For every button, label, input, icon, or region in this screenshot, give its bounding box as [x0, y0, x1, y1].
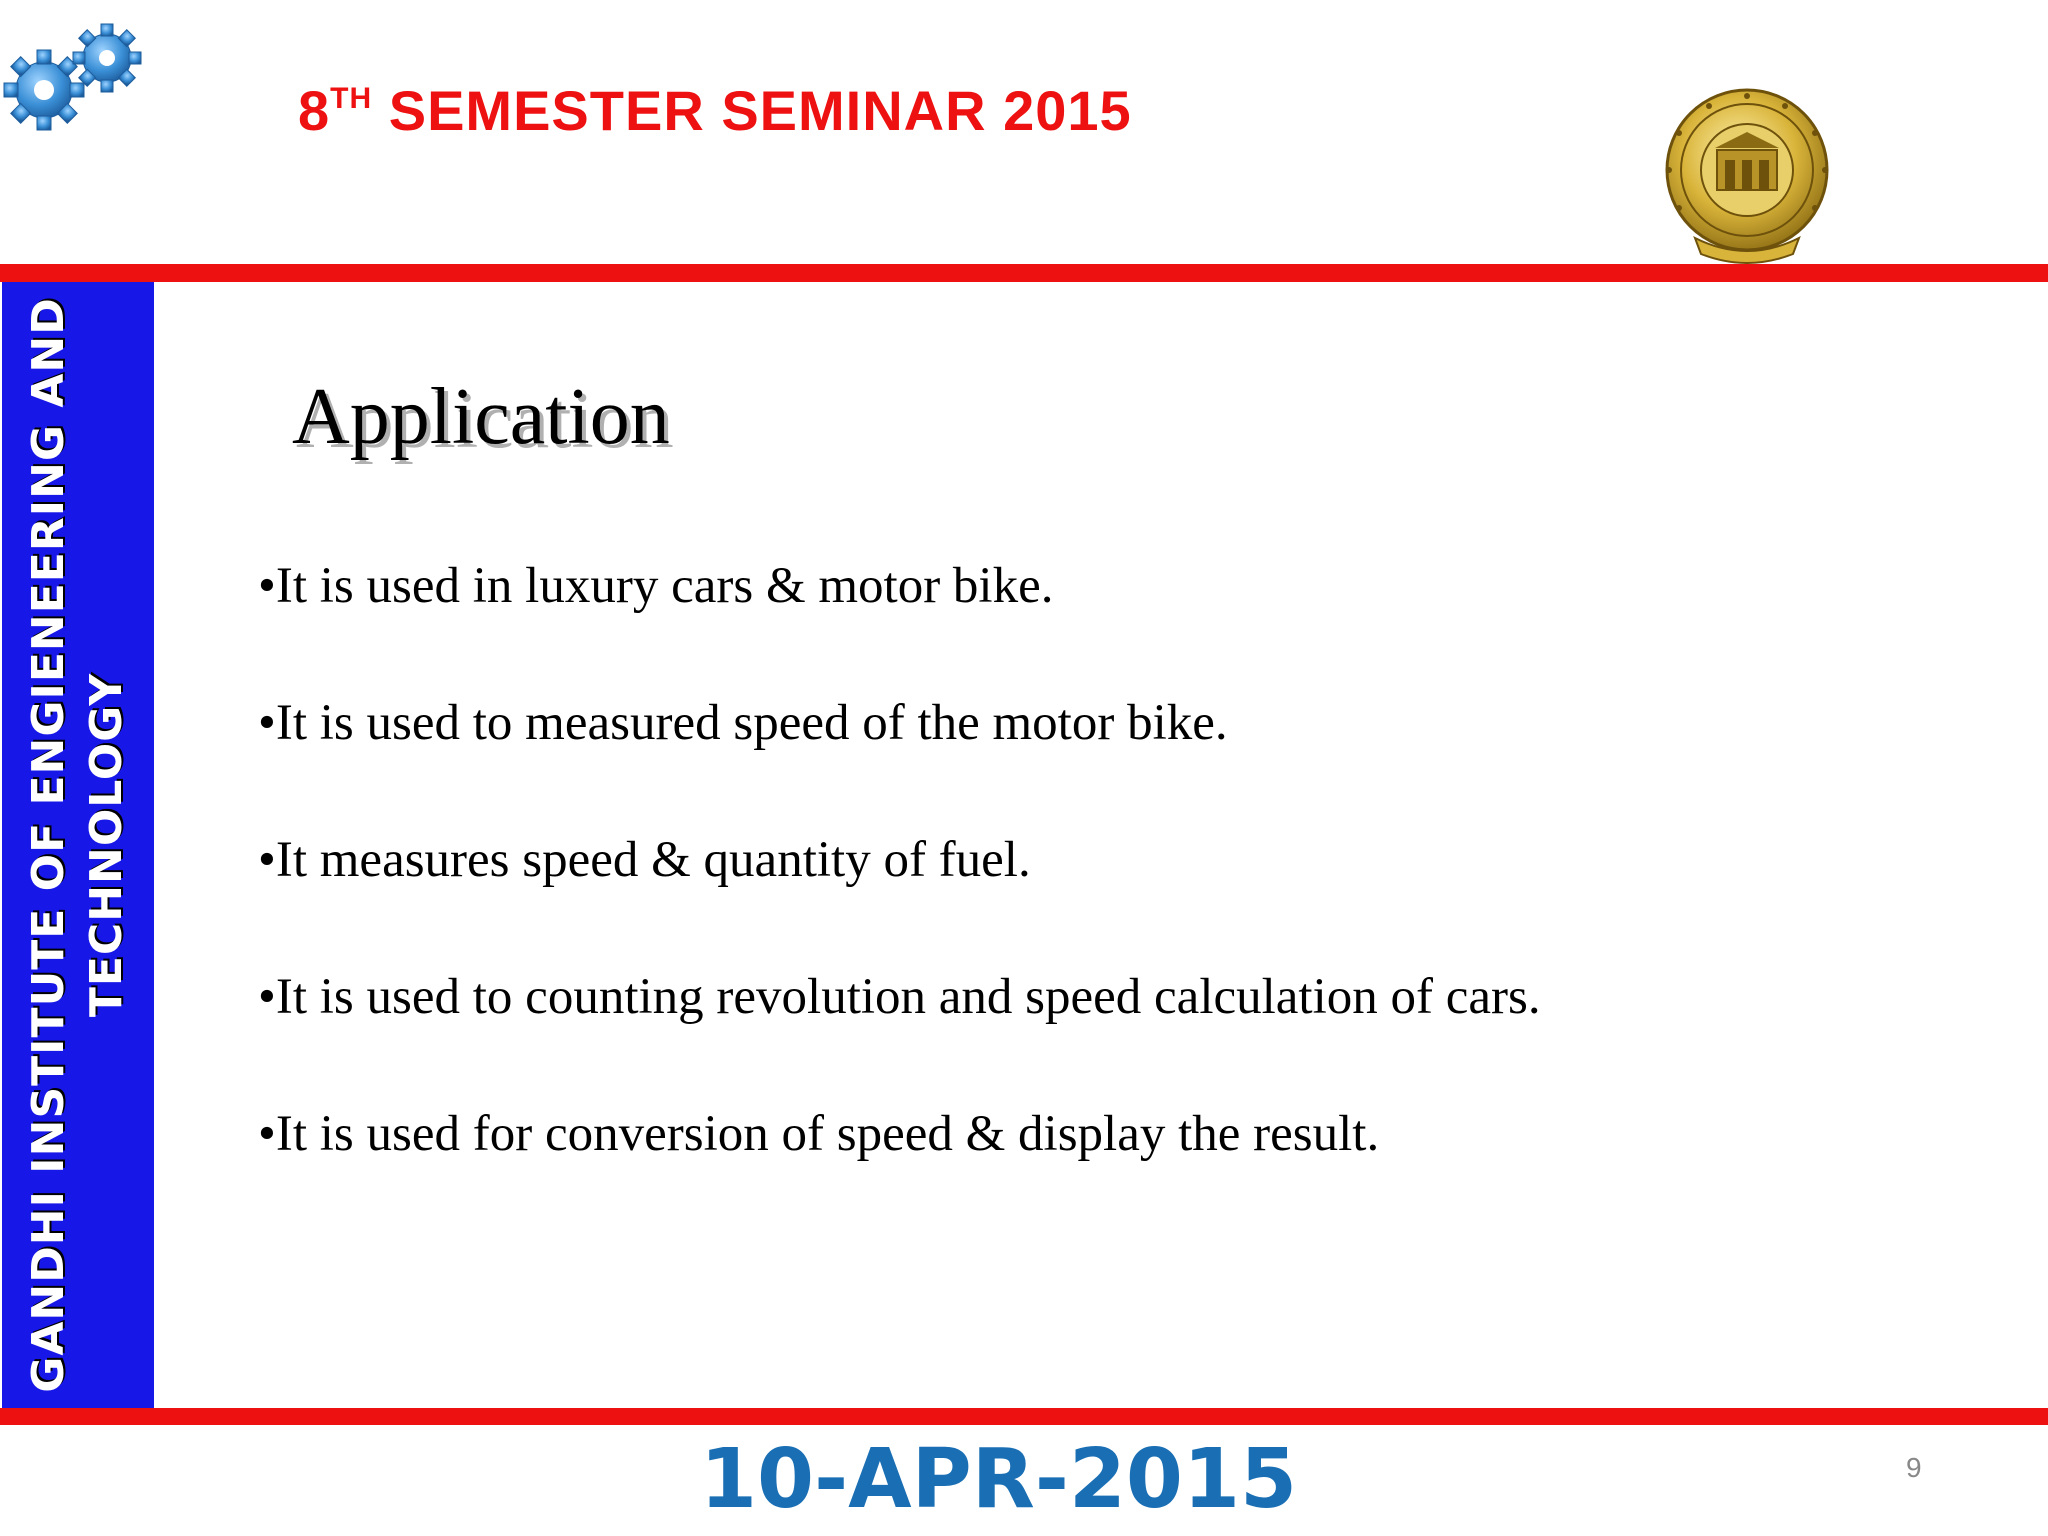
slide-heading: Application [292, 373, 670, 461]
footer-divider [0, 1408, 2048, 1425]
bullet-icon: • [258, 558, 276, 614]
bullet-list [258, 550, 1541, 1235]
institute-seal-logo [1655, 88, 1840, 264]
bullet-text: It is used to measured speed of the motor bike. [275, 695, 1228, 751]
page-number: 9 [1906, 1452, 1922, 1483]
list-item [258, 824, 1541, 961]
bullet-icon: • [258, 832, 276, 888]
seminar-title: 8TH SEMESTER SEMINAR 2015 [298, 79, 1132, 142]
bullet-text: It is used in luxury cars & motor bike. [275, 558, 1054, 614]
bullet-text: It is used for conversion of speed & display the result. [275, 1106, 1380, 1162]
institute-name-line2: TECHNOLOGY [81, 672, 132, 1018]
list-item [258, 550, 1541, 687]
institute-name [20, 297, 136, 1392]
bullet-text: It is used to counting revolution and speed calculation of cars. [275, 969, 1541, 1025]
gears-icon [2, 18, 152, 133]
bullet-icon: • [258, 969, 276, 1025]
list-item [258, 687, 1541, 824]
header-divider [0, 264, 2048, 282]
list-item [258, 1098, 1541, 1235]
bullet-icon: • [258, 1106, 276, 1162]
bullet-text: It measures speed & quantity of fuel. [275, 832, 1031, 888]
seminar-date: 10-APR-2015 [700, 1432, 1298, 1527]
list-item [258, 961, 1541, 1098]
bullet-icon: • [258, 695, 276, 751]
institute-name-line1: GANDHI INSTITUTE OF ENGIENEERING AND [23, 297, 74, 1393]
